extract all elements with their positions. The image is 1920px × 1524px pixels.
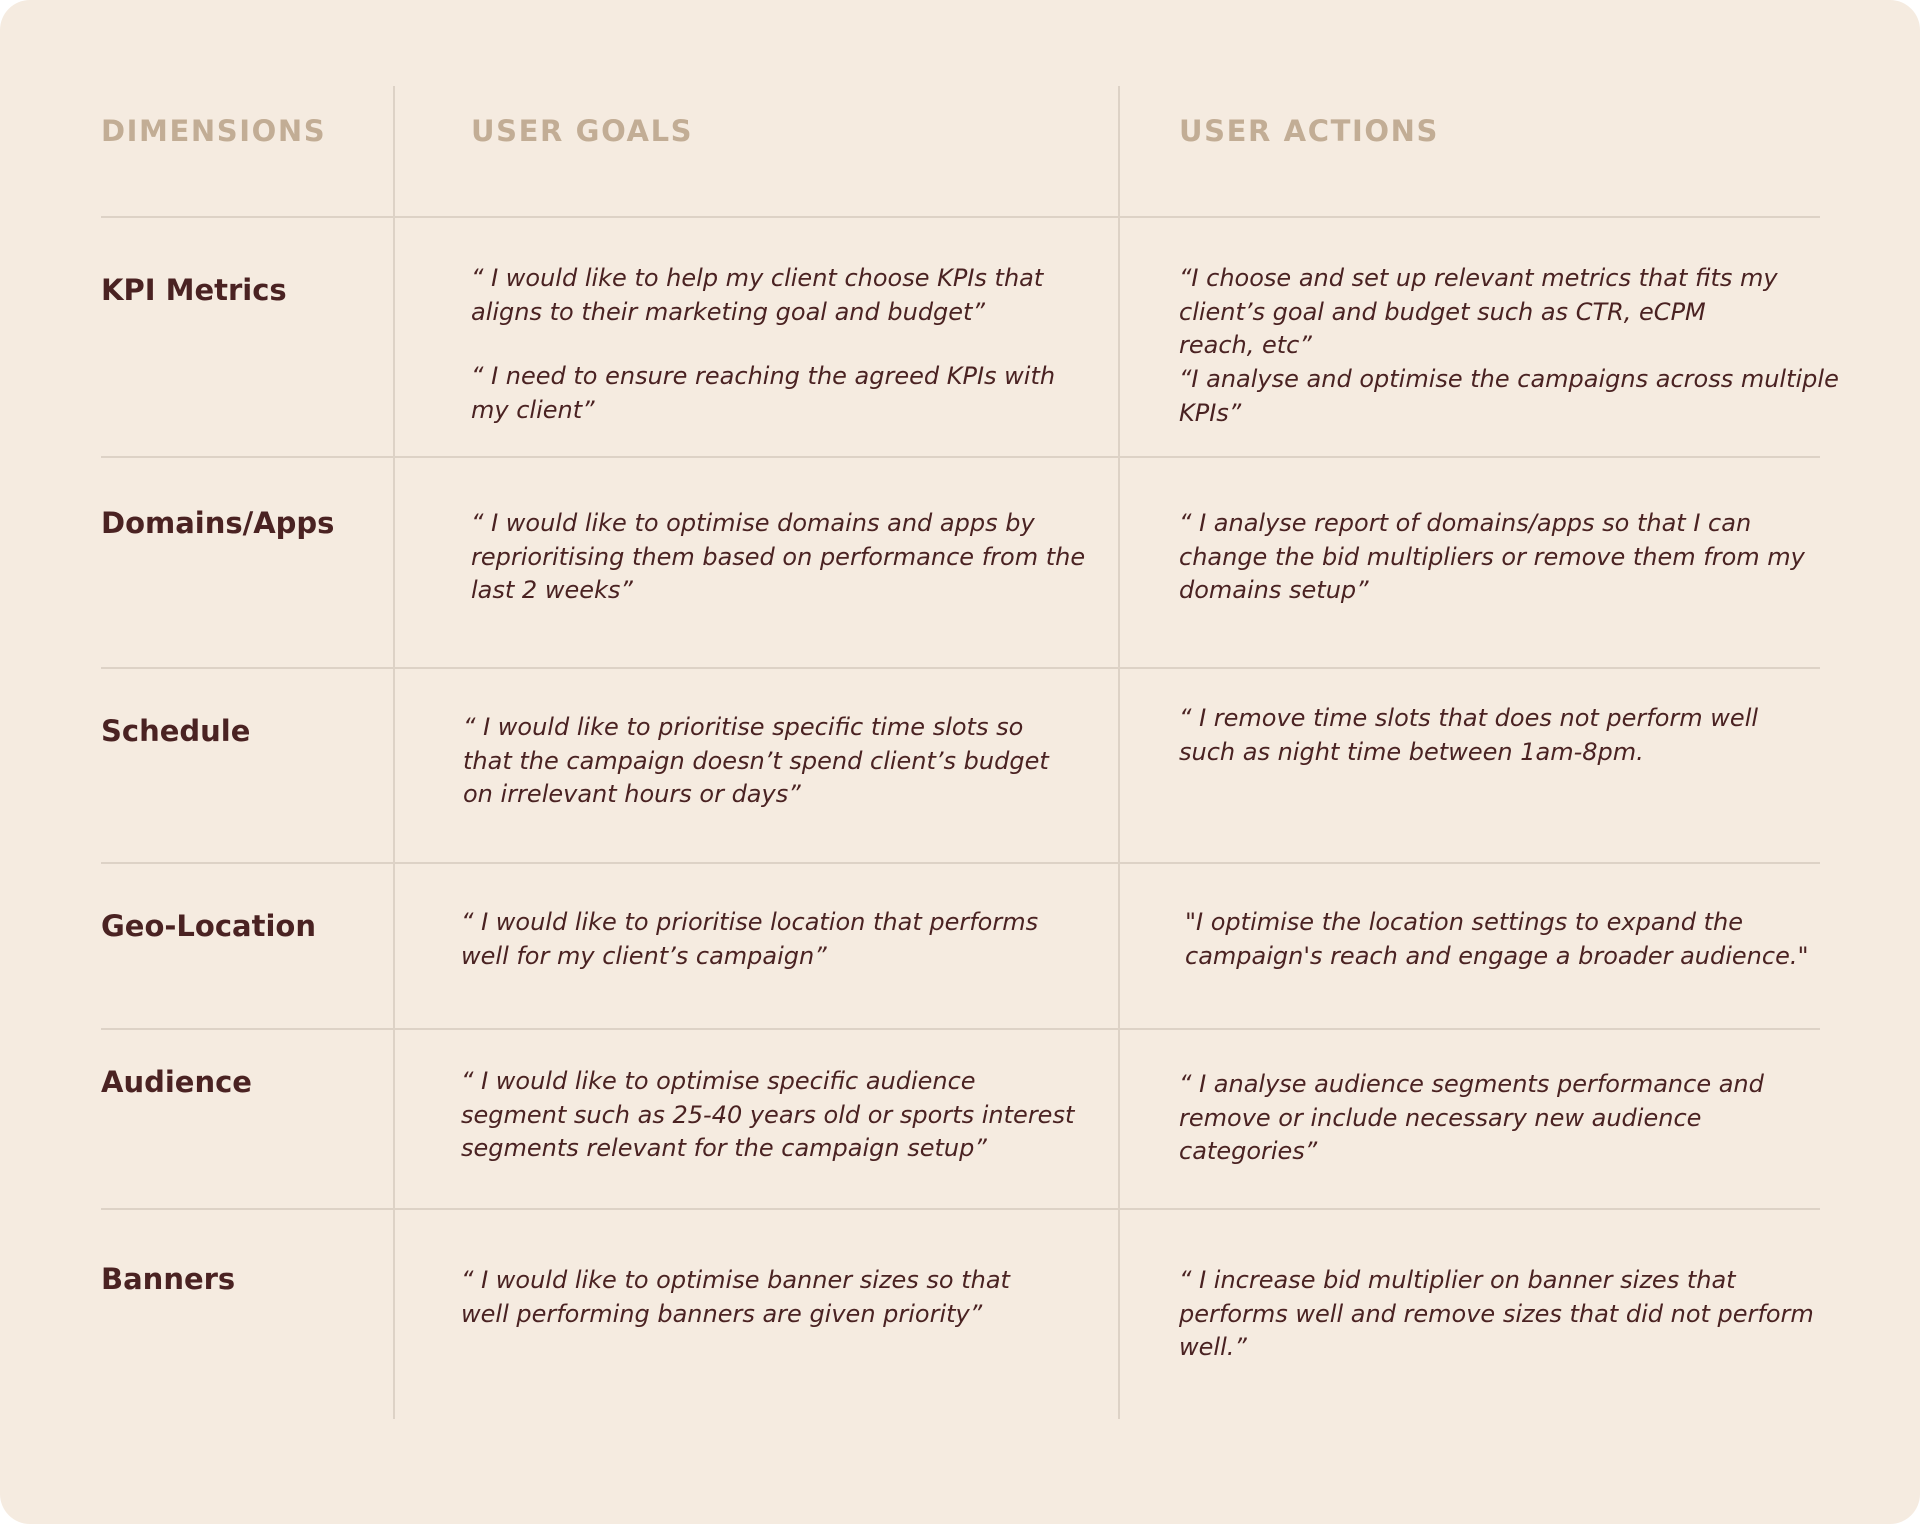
user-action-quote: “ I remove time slots that does not perform well such as night time between 1am-8pm. [1179,704,1759,766]
row-divider-2 [101,667,1820,669]
row-divider-1 [101,456,1820,458]
user-action-quote: “ I increase bid multiplier on banner sizes that performs well and remove sizes that did not perform well.” [1179,1266,1814,1361]
row-divider-5 [101,1208,1820,1210]
user-action-quote: "I optimise the location settings to expand the campaign's reach and engage a broader audience." [1185,908,1809,970]
user-goal-quote: “ I would like to optimise specific audience segment such as 25-40 years old or sports interest segments relevant for the campaign setup” [461,1067,1075,1162]
user-action-quote: “I choose and set up relevant metrics that fits my client’s goal and budget such as CTR, eCPM reach, etc” [1179,264,1778,359]
dimension-label: KPI Metrics [101,273,287,307]
user-action-quote: “I analyse and optimise the campaigns across multiple KPIs” [1179,365,1839,427]
header-user-actions: USER ACTIONS [1179,114,1439,148]
user-goal-quote: “ I need to ensure reaching the agreed KPIs with my client” [471,362,1056,424]
user-goal-quote: “ I would like to optimise banner sizes so that well performing banners are given priority” [461,1266,1010,1328]
row-divider-header [101,216,1820,218]
column-divider-2 [1118,86,1120,1419]
user-goal-quote: “ I would like to prioritise location that performs well for my client’s campaign” [461,908,1039,970]
user-goal-quote: “ I would like to help my client choose KPIs that aligns to their marketing goal and budget” [471,264,1044,326]
user-goal-quote: “ I would like to prioritise specific time slots so that the campaign doesn’t spend client’s budget on irrelevant hours or days” [463,713,1049,808]
column-divider-1 [393,86,395,1419]
row-divider-4 [101,1028,1820,1030]
user-action-quote: “ I analyse audience segments performance and remove or include necessary new audience categories” [1179,1070,1764,1165]
row-divider-3 [101,862,1820,864]
dimension-label: Banners [101,1262,236,1296]
user-goal-quote: “ I would like to optimise domains and apps by reprioritising them based on performance from the last 2 weeks” [471,509,1086,604]
dimension-label: Domains/Apps [101,506,335,540]
dimension-label: Audience [101,1065,252,1099]
dimension-label: Schedule [101,714,251,748]
dimension-label: Geo-Location [101,909,316,943]
header-user-goals: USER GOALS [471,114,694,148]
header-dimensions: DIMENSIONS [101,114,327,148]
user-action-quote: “ I analyse report of domains/apps so that I can change the bid multipliers or remove them from my domains setup” [1179,509,1805,604]
